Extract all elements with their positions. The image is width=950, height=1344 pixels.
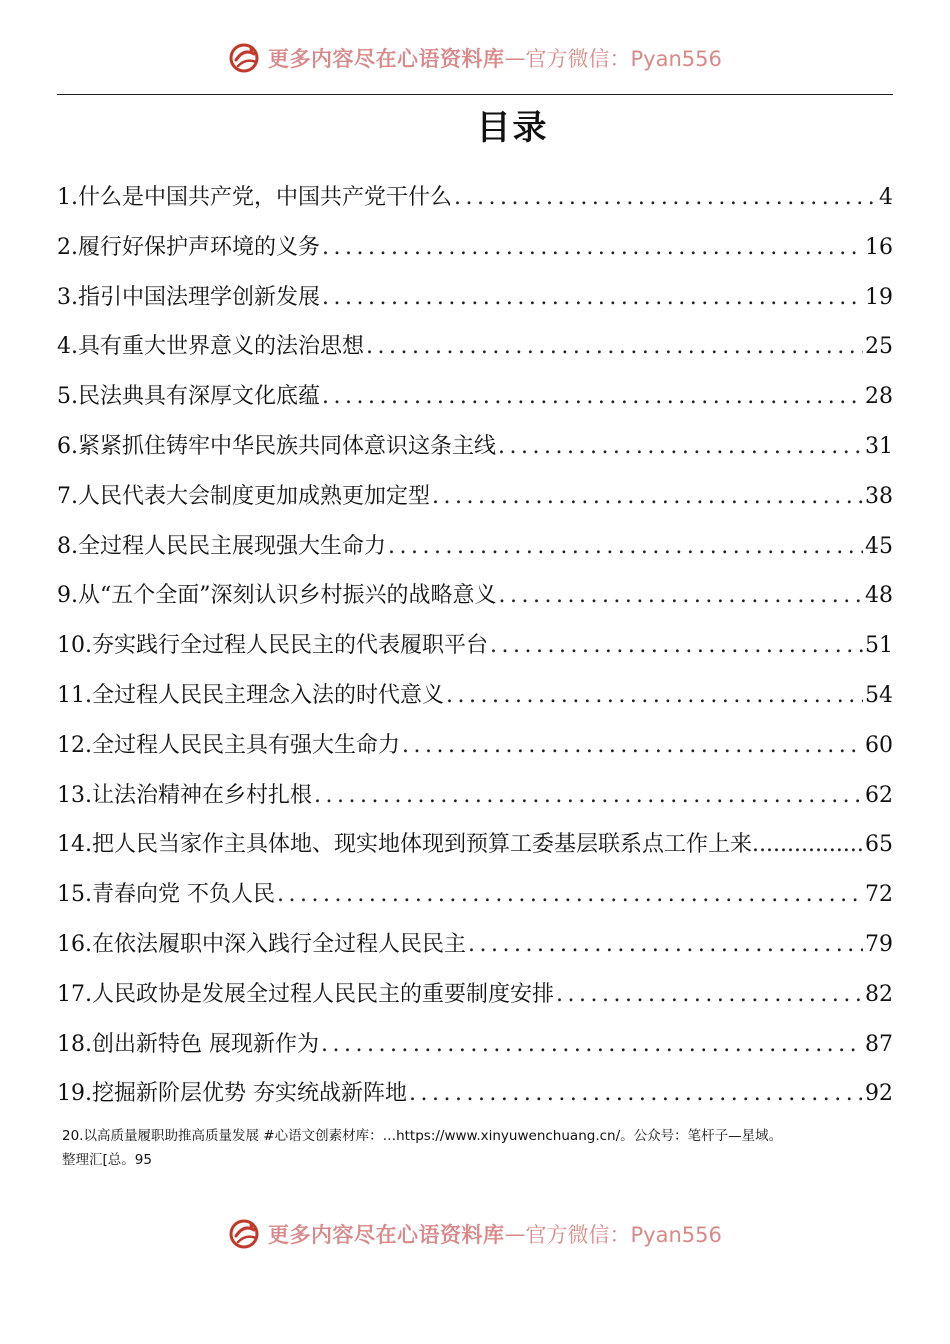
toc-entry[interactable] [57,678,893,728]
toc-leader-dots [321,1032,863,1057]
toc-entry-label: 2.履行好保护声环境的义务 [57,234,320,260]
toc-entry-label: 12.全过程人民民主具有强大生命力 [57,732,400,758]
toc-entry-label: 11.全过程人民民主理念入法的时代意义 [57,682,444,708]
toc-leader-dots [446,683,863,708]
header-divider [57,94,893,95]
toc-entry-label: 18.创出新特色 展现新作为 [57,1031,319,1057]
toc-entry[interactable] [57,379,893,429]
toc-entry[interactable] [57,977,893,1027]
toc-entry-page: 51 [865,633,893,659]
toc-entry-label: 6.紧紧抓住铸牢中华民族共同体意识这条主线 [57,433,496,459]
footer-banner [226,1214,722,1254]
banner-wechat-text: 官方微信：Pyan556 [525,1223,722,1247]
toc-entry[interactable] [57,280,893,330]
toc-entry-page: 54 [865,682,893,708]
toc-leader-dots [499,583,864,608]
toc-entry[interactable] [57,1027,893,1077]
toc-entry[interactable] [57,877,893,927]
toc-leader-dots [366,334,863,359]
toc-leader-dots [468,932,863,957]
toc-leader-dots [388,534,863,559]
toc-leader-dots [314,783,863,808]
toc-entry[interactable] [57,827,893,877]
toc-entry-label: 3.指引中国法理学创新发展 [57,284,320,310]
toc-entry-page: 72 [865,882,893,908]
footnote-block [62,1124,898,1172]
toc-entry[interactable] [57,927,893,977]
toc-entry[interactable] [57,628,893,678]
toc-entry-label: 19.挖掘新阶层优势 夯实统战新阵地 [57,1081,407,1107]
toc-title: 目录 [476,108,549,148]
toc-leader-dots [322,285,863,310]
toc-entry-page: 28 [865,384,893,410]
footnote-line-2: 整理汇[总。95 [62,1152,152,1168]
toc-leader-dots [556,982,863,1007]
toc-leader-dots [402,733,863,758]
toc-entry-label: 14.把人民当家作主具体地、现实地体现到预算工委基层联系点工作上来 [57,832,752,858]
toc-entry[interactable] [57,529,893,579]
toc-entry-page: 82 [865,981,893,1007]
toc-leader-dots [490,633,863,658]
toc-entry-label: 7.人民代表大会制度更加成熟更加定型 [57,483,430,509]
brand-logo-icon [226,40,262,76]
banner-main-text: 更多内容尽在心语资料库 [268,46,505,71]
footnote-line-1: 20.以高质量履职助推高质量发展 #心语文创素材库：…https://www.xinyuwenchuang.cn/。公众号：笔杆子—星域。 [62,1128,783,1144]
toc-entry-label: 10.夯实践行全过程人民民主的代表履职平台 [57,633,488,659]
toc-entry[interactable] [57,429,893,479]
toc-entry[interactable] [57,778,893,828]
toc-entry-page: 4 [879,185,893,210]
header-banner [226,38,722,78]
toc-entry-page: 87 [865,1031,893,1057]
toc-entry[interactable] [57,578,893,628]
toc-entry[interactable] [57,329,893,379]
toc-entry-label: 17.人民政协是发展全过程人民民主的重要制度安排 [57,981,554,1007]
toc-entry[interactable] [57,180,893,230]
toc-entry[interactable] [57,728,893,778]
toc-entry-page: 19 [865,284,893,310]
toc-entry-page: 31 [865,433,893,459]
toc-list [57,180,893,1126]
toc-entry-page: 38 [865,483,893,509]
banner-wechat-text: 官方微信：Pyan556 [525,47,722,71]
toc-entry-label: 13.让法治精神在乡村扎根 [57,782,312,808]
toc-entry-page: 48 [865,583,893,609]
toc-entry[interactable] [57,1076,893,1126]
toc-leader-dots [454,185,877,210]
toc-entry-page: 25 [865,334,893,360]
toc-leader-dots [409,1081,863,1106]
banner-separator: — [504,1222,526,1246]
toc-entry-page: 62 [865,782,893,808]
toc-entry-label: 5.民法典具有深厚文化底蕴 [57,384,320,410]
toc-entry-label: 1.什么是中国共产党，中国共产党干什么 [57,185,452,210]
toc-entry-label: 4.具有重大世界意义的法治思想 [57,334,364,360]
toc-entry[interactable] [57,230,893,280]
toc-entry-page: 92 [865,1081,893,1107]
brand-logo-icon [226,1216,262,1252]
toc-entry-page: 45 [865,533,893,559]
toc-entry-page: 16 [865,234,893,260]
toc-entry[interactable] [57,479,893,529]
banner-separator: — [504,46,526,70]
toc-entry-label: 8.全过程人民民主展现强大生命力 [57,533,386,559]
toc-leader-dots [498,434,863,459]
toc-entry-label: 16.在依法履职中深入践行全过程人民民主 [57,931,466,957]
toc-leader-dots [322,384,863,409]
toc-entry-label: 15.青春向党 不负人民 [57,882,275,908]
toc-leader-dots [277,882,863,907]
toc-leader-dots [322,235,863,260]
toc-leader-dots [432,484,863,509]
banner-main-text: 更多内容尽在心语资料库 [268,1222,505,1247]
toc-entry-page: 60 [865,732,893,758]
toc-leader-dots [752,832,865,857]
toc-entry-page: 79 [865,931,893,957]
toc-entry-label: 9.从“五个全面”深刻认识乡村振兴的战略意义 [57,583,497,609]
toc-entry-page: 65 [865,832,893,858]
